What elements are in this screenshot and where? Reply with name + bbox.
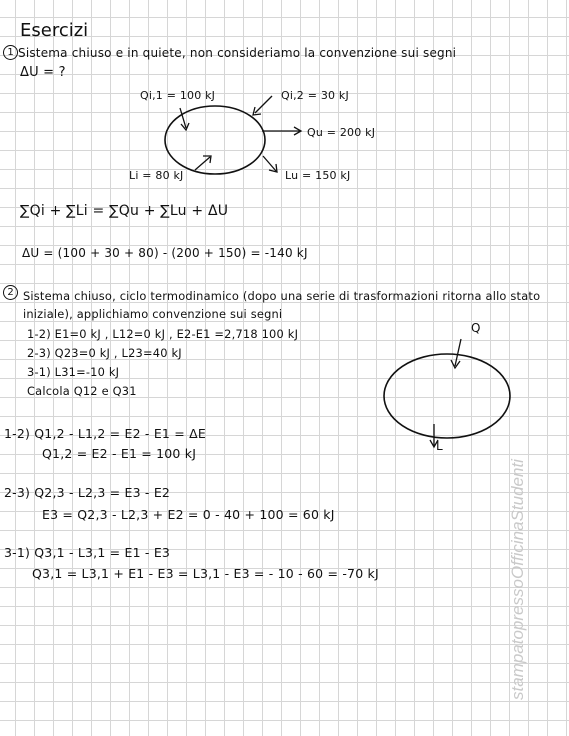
label-q: Q bbox=[471, 321, 481, 335]
exercise-2-statement-line-2: iniziale), applichiamo convenzione sui segni bbox=[23, 307, 283, 321]
label-qi2: Qi,2 = 30 kJ bbox=[281, 89, 349, 102]
solution-31-line-1: 3-1) Q3,1 - L3,1 = E1 - E3 bbox=[4, 545, 171, 560]
solution-31-line-2: Q3,1 = L3,1 + E1 - E3 = L3,1 - E3 = - 10 - 60 = -70 kJ bbox=[32, 566, 379, 581]
exercise-2-number: 2 bbox=[3, 285, 18, 300]
solution-23-line-2: E3 = Q2,3 - L2,3 + E2 = 0 - 40 + 100 = 60 kJ bbox=[42, 507, 335, 522]
label-l: L bbox=[436, 439, 443, 453]
label-lu: Lu = 150 kJ bbox=[285, 169, 351, 182]
data-line-4: Calcola Q12 e Q31 bbox=[27, 384, 137, 398]
data-line-2: 2-3) Q23=0 kJ , L23=40 kJ bbox=[27, 346, 182, 360]
energy-balance-equation: ∑Qi + ∑Li = ∑Qu + ∑Lu + ΔU bbox=[20, 203, 229, 219]
exercise-1-number: 1 bbox=[3, 45, 18, 60]
label-li: Li = 80 kJ bbox=[129, 169, 184, 182]
label-qi1: Qi,1 = 100 kJ bbox=[140, 89, 216, 102]
solution-12-line-1: 1-2) Q1,2 - L1,2 = E2 - E1 = ΔE bbox=[4, 426, 206, 441]
data-line-1: 1-2) E1=0 kJ , L12=0 kJ , E2-E1 =2,718 100 kJ bbox=[27, 327, 299, 341]
exercise-1-question: ΔU = ? bbox=[20, 65, 66, 80]
system-2-boundary bbox=[384, 354, 510, 438]
exercise-2-statement-line-1: Sistema chiuso, ciclo termodinamico (dopo una serie di trasformazioni ritorna allo stato bbox=[23, 289, 541, 303]
page-title: Esercizi bbox=[20, 20, 89, 41]
solution-12-line-2: Q1,2 = E2 - E1 = 100 kJ bbox=[42, 446, 197, 461]
delta-u-result: ΔU = (100 + 30 + 80) - (200 + 150) = -140 kJ bbox=[22, 246, 308, 260]
solution-23-line-1: 2-3) Q2,3 - L2,3 = E3 - E2 bbox=[4, 485, 171, 500]
label-qu: Qu = 200 kJ bbox=[307, 126, 376, 139]
data-line-3: 3-1) L31=-10 kJ bbox=[27, 365, 120, 379]
exercise-1-statement: Sistema chiuso e in quiete, non consideriamo la convenzione sui segni bbox=[18, 46, 457, 60]
watermark: stampatopressoOfficinaStudenti bbox=[508, 459, 527, 700]
